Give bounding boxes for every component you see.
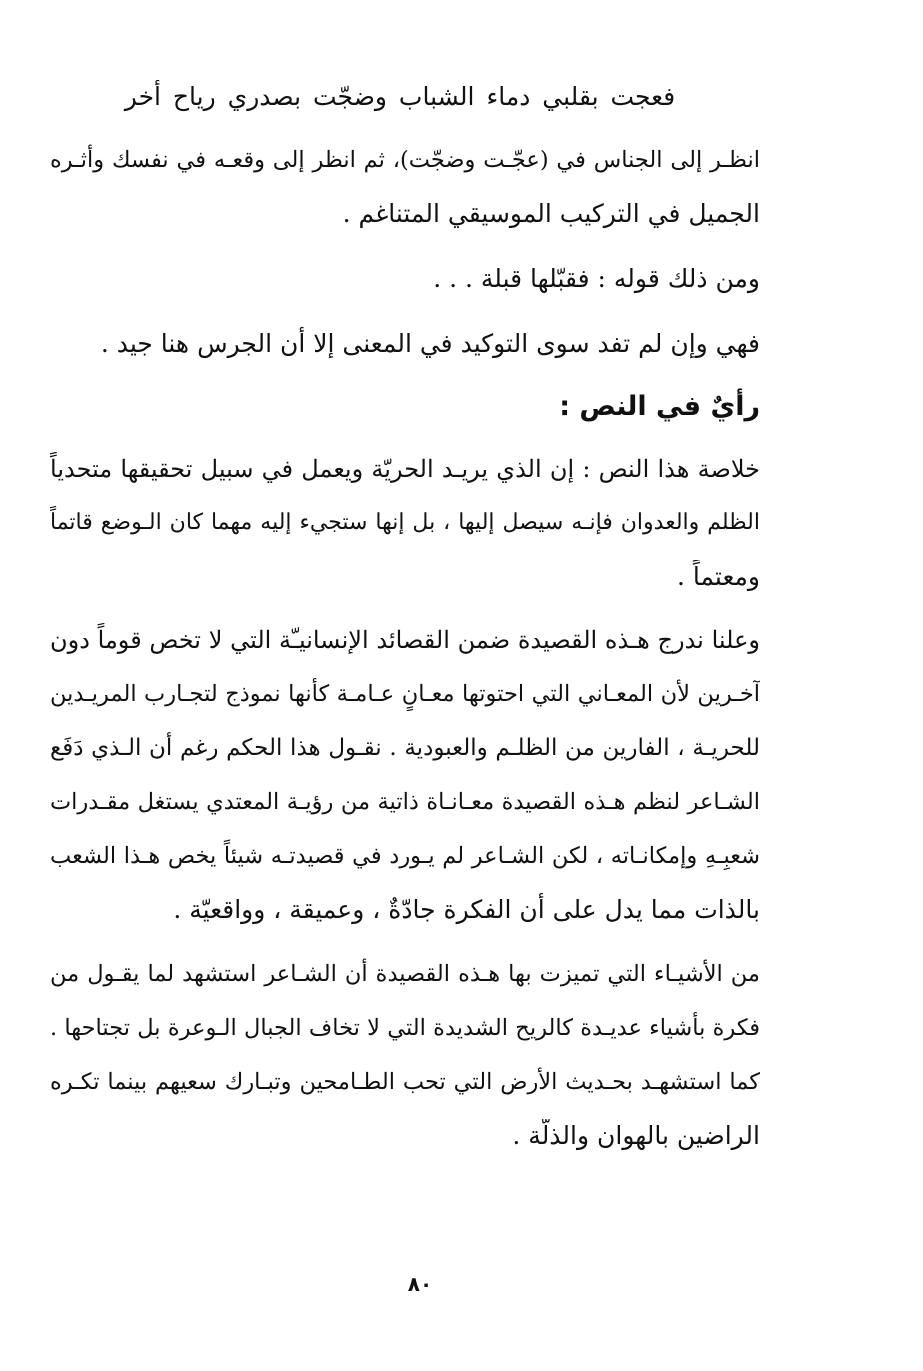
paragraph-6-line-3: كما استشهـد بحـديث الأرض التي تحب الطـامحين وتبـارك سعيهم بينما تكـره (50, 1069, 760, 1095)
section-heading: رأيٌ في النص : (559, 391, 760, 422)
paragraph-6-line-2: فكرة بأشياء عديـدة كالريح الشديدة التي لا تخاف الجبال الـوعرة بل تجتاحها . (50, 1015, 760, 1041)
paragraph-1-line-2: الجميل في التركيب الموسيقي المتناغم . (342, 199, 760, 228)
paragraph-5-line-3: للحريـة ، الفارين من الظلـم والعبودية . نقـول هذا الحكم رغم أن الـذي دَفَع (50, 735, 760, 761)
verse-line: فعجت بقلبي دماء الشباب وضجّت بصدري رياح أخر (124, 82, 676, 111)
paragraph-6-line-1: من الأشيـاء التي تميزت بها هـذه القصيدة أن الشـاعر استشهد لما يقـول من (50, 961, 760, 987)
paragraph-5-line-6: بالذات مما يدل على أن الفكرة جادّةٌ ، وعميقة ، وواقعيّة . (173, 895, 760, 924)
page-number: ٨٠ (407, 1272, 433, 1296)
paragraph-3: فهي وإن لم تفد سوى التوكيد في المعنى إلا أن الجرس هنا جيد . (100, 329, 760, 358)
paragraph-4-line-2: الظلم والعدوان فإنـه سيصل إليها ، بل إنها ستجيء إليه مهما كان الـوضع قاتماً (50, 510, 760, 535)
paragraph-4-line-3: ومعتماً . (676, 562, 760, 591)
paragraph-5-line-4: الشـاعر لنظم هـذه القصيدة معـانـاة ذاتية من رؤيـة المعتدي يستغل مقـدرات (50, 789, 760, 815)
paragraph-5-line-5: شعبِـهِ وإمكانـاته ، لكن الشـاعر لم يـورد في قصيدتـه شيئاً يخص هـذا الشعب (50, 843, 760, 869)
paragraph-5-line-1: وعلنا ندرج هـذه القصيدة ضمن القصائد الإنسانيـّة التي لا تخص قوماً دون (50, 626, 760, 654)
paragraph-2: ومن ذلك قوله : فقبّلها قبلة . . . (433, 264, 760, 293)
paragraph-1-line-1: انظـر إلى الجناس في (عجّـت وضجّت)، ثم انظر إلى وقعـه في نفسك وأثـره (50, 147, 760, 173)
paragraph-4-line-1: خلاصة هذا النص : إن الذي يريـد الحريّة ويعمل في سبيل تحقيقها متحدياً (50, 455, 760, 483)
paragraph-6-line-4: الراضين بالهوان والذلّة . (512, 1121, 760, 1150)
paragraph-5-line-2: آخـرين لأن المعـاني التي احتوتها معـانٍ عـامـة كأنها نموذج لتجـارب المريـدين (50, 681, 760, 707)
